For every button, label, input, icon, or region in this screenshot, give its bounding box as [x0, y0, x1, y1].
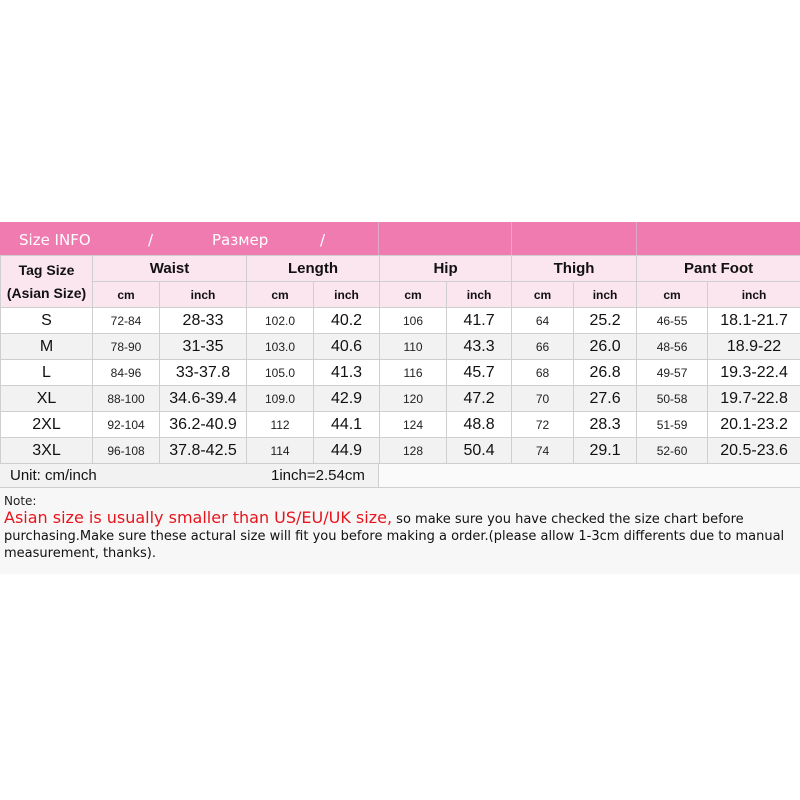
thigh-inch-cell: 25.2	[574, 308, 637, 334]
note-title: Note:	[4, 494, 37, 508]
thigh-cm-cell: 72	[512, 412, 574, 438]
waist-cm-cell: 88-100	[93, 386, 160, 412]
length-inch-cell: 40.2	[314, 308, 380, 334]
pant-foot-inch-cell: 19.7-22.8	[708, 386, 800, 412]
waist-header: Waist	[93, 256, 247, 282]
tag-size-cell: S	[1, 308, 93, 334]
thigh-cm-cell: 74	[512, 438, 574, 464]
waist-cm-cell: 92-104	[93, 412, 160, 438]
hip-header: Hip	[380, 256, 512, 282]
thigh-inch-cell: 27.6	[574, 386, 637, 412]
unit-header-inch: inch	[447, 282, 512, 308]
thigh-cm-cell: 70	[512, 386, 574, 412]
length-inch-cell: 41.3	[314, 360, 380, 386]
banner-title: Size INFO	[19, 231, 91, 249]
hip-cm-cell: 116	[380, 360, 447, 386]
thigh-inch-cell: 26.8	[574, 360, 637, 386]
tag-size-cell: XL	[1, 386, 93, 412]
conversion-label: 1inch=2.54cm	[271, 467, 365, 484]
thigh-cm-cell: 68	[512, 360, 574, 386]
waist-inch-cell: 36.2-40.9	[160, 412, 247, 438]
length-cm-cell: 102.0	[247, 308, 314, 334]
pant-foot-cm-cell: 51-59	[637, 412, 708, 438]
pant-foot-inch-cell: 20.1-23.2	[708, 412, 800, 438]
pant-foot-cm-cell: 49-57	[637, 360, 708, 386]
waist-inch-cell: 33-37.8	[160, 360, 247, 386]
unit-header-cm: cm	[637, 282, 708, 308]
hip-cm-cell: 120	[380, 386, 447, 412]
length-inch-cell: 40.6	[314, 334, 380, 360]
waist-inch-cell: 37.8-42.5	[160, 438, 247, 464]
hip-inch-cell: 41.7	[447, 308, 512, 334]
hip-inch-cell: 43.3	[447, 334, 512, 360]
tag-size-header: Tag Size (Asian Size)	[1, 256, 93, 308]
pant-foot-inch-cell: 18.9-22	[708, 334, 800, 360]
size-table	[0, 255, 800, 464]
hip-cm-cell: 106	[380, 308, 447, 334]
table-row	[1, 308, 800, 334]
waist-cm-cell: 84-96	[93, 360, 160, 386]
waist-cm-cell: 96-108	[93, 438, 160, 464]
tag-size-cell: L	[1, 360, 93, 386]
unit-row	[0, 464, 800, 488]
thigh-cm-cell: 66	[512, 334, 574, 360]
unit-label: Unit: cm/inch	[10, 467, 97, 484]
note-section	[0, 488, 800, 574]
banner-separator: /	[148, 231, 154, 249]
tag-size-cell: 2XL	[1, 412, 93, 438]
note-text: so make sure you have checked the size chart before purchasing.Make sure these actural size will fit you before making a order.(please allow 1-3cm differents due to manual measurement, thanks).	[4, 512, 785, 561]
unit-header-inch: inch	[574, 282, 637, 308]
unit-header-inch: inch	[160, 282, 247, 308]
hip-inch-cell: 47.2	[447, 386, 512, 412]
size-rows	[1, 308, 800, 464]
pant-foot-cm-cell: 52-60	[637, 438, 708, 464]
pant-foot-cm-cell: 46-55	[637, 308, 708, 334]
unit-header-cm: cm	[247, 282, 314, 308]
length-cm-cell: 103.0	[247, 334, 314, 360]
unit-header-inch: inch	[708, 282, 800, 308]
tag-size-cell: 3XL	[1, 438, 93, 464]
pant-foot-inch-cell: 19.3-22.4	[708, 360, 800, 386]
waist-inch-cell: 34.6-39.4	[160, 386, 247, 412]
unit-header-cm: cm	[380, 282, 447, 308]
waist-cm-cell: 72-84	[93, 308, 160, 334]
length-cm-cell: 112	[247, 412, 314, 438]
size-chart	[0, 222, 800, 574]
size-info-banner	[0, 222, 800, 255]
note-warning: Asian size is usually smaller than US/EU/UK size,	[4, 508, 393, 527]
thigh-inch-cell: 26.0	[574, 334, 637, 360]
thigh-header: Thigh	[512, 256, 637, 282]
pant-foot-header: Pant Foot	[637, 256, 800, 282]
hip-cm-cell: 128	[380, 438, 447, 464]
table-row	[1, 412, 800, 438]
length-inch-cell: 42.9	[314, 386, 380, 412]
table-row	[1, 360, 800, 386]
pant-foot-cm-cell: 50-58	[637, 386, 708, 412]
waist-inch-cell: 28-33	[160, 308, 247, 334]
banner-separator: /	[320, 231, 326, 249]
length-cm-cell: 105.0	[247, 360, 314, 386]
banner-russian-title: Размер	[212, 231, 269, 249]
length-inch-cell: 44.1	[314, 412, 380, 438]
tag-size-cell: M	[1, 334, 93, 360]
length-cm-cell: 114	[247, 438, 314, 464]
pant-foot-cm-cell: 48-56	[637, 334, 708, 360]
thigh-cm-cell: 64	[512, 308, 574, 334]
hip-inch-cell: 45.7	[447, 360, 512, 386]
table-row	[1, 386, 800, 412]
unit-header-inch: inch	[314, 282, 380, 308]
waist-inch-cell: 31-35	[160, 334, 247, 360]
waist-cm-cell: 78-90	[93, 334, 160, 360]
thigh-inch-cell: 29.1	[574, 438, 637, 464]
note-body	[4, 509, 794, 562]
unit-header-cm: cm	[512, 282, 574, 308]
length-cm-cell: 109.0	[247, 386, 314, 412]
hip-inch-cell: 50.4	[447, 438, 512, 464]
hip-cm-cell: 110	[380, 334, 447, 360]
hip-cm-cell: 124	[380, 412, 447, 438]
table-row	[1, 438, 800, 464]
pant-foot-inch-cell: 18.1-21.7	[708, 308, 800, 334]
table-row	[1, 334, 800, 360]
unit-header-cm: cm	[93, 282, 160, 308]
pant-foot-inch-cell: 20.5-23.6	[708, 438, 800, 464]
length-header: Length	[247, 256, 380, 282]
thigh-inch-cell: 28.3	[574, 412, 637, 438]
length-inch-cell: 44.9	[314, 438, 380, 464]
hip-inch-cell: 48.8	[447, 412, 512, 438]
